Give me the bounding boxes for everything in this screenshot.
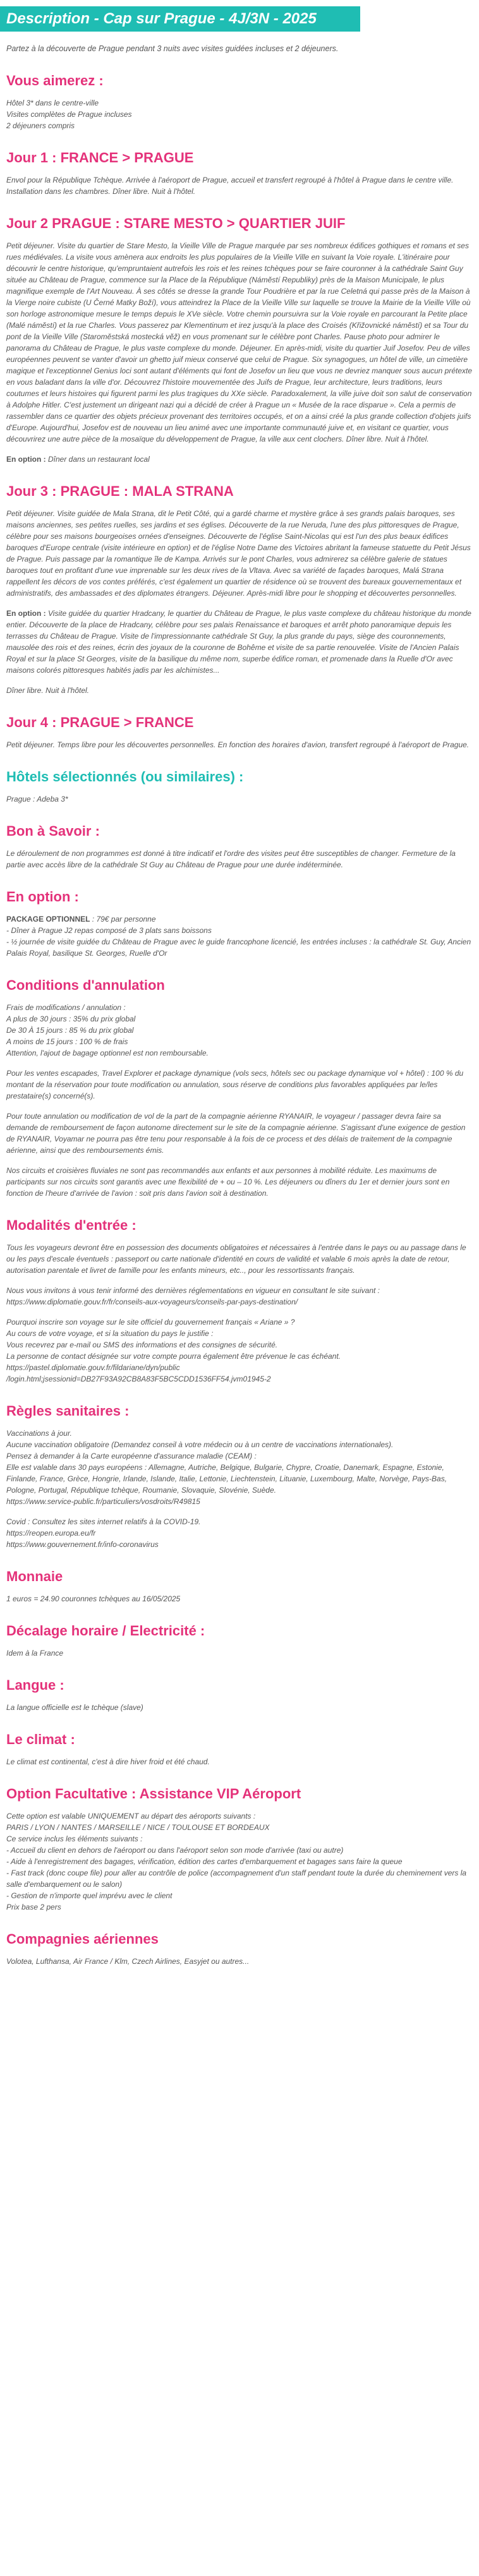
- sanitaires-heading: Règles sanitaires :: [6, 1403, 130, 1419]
- compagnies-text: Volotea, Lufthansa, Air France / Klm, Czech Airlines, Easyjet ou autres...: [6, 1957, 250, 1966]
- list-item: Cette option est valable UNIQUEMENT au départ des aéroports suivants :: [6, 1812, 256, 1821]
- assistance-heading: Option Facultative : Assistance VIP Aéroport: [6, 1786, 301, 1802]
- langue-heading: Langue :: [6, 1677, 64, 1693]
- package-label: PACKAGE OPTIONNEL: [6, 915, 90, 924]
- monnaie-text: 1 euros = 24.90 couronnes tchèques au 16/05/2025: [6, 1594, 181, 1603]
- modalites-paragraph: Nous vous invitons à vous tenir informé des dernières réglementations en vigueur en consultant le site suivant : https://www.diplomatie.gouv.fr/fr/conseils-aux-voyageurs/conseils-par-pays-destination/: [6, 1286, 380, 1306]
- en-option-heading: En option :: [6, 889, 79, 905]
- intro-text: Partez à la découverte de Prague pendant 3 nuits avec visites guidées incluses et 2 déjeuners.: [6, 44, 339, 53]
- decalage-heading: Décalage horaire / Electricité :: [6, 1623, 205, 1639]
- modalites-heading: Modalités d'entrée :: [6, 1217, 136, 1233]
- list-item: - Gestion de n'importe quel imprévu avec le client: [6, 1891, 173, 1900]
- list-item: Elle est valable dans 30 pays européens : Allemagne, Autriche, Belgique, Bulgarie, Chypre, Croatie, Danemark, Espagne, Estonie, Finlande, France, Grèce, Hongrie, Irlande, Islande, Italie, Lettonie, Liechtenstein, Lituanie, Luxembourg, Malte, Norvège, Pays-Bas, Pologne, Portugal, République tchèque, Roumanie, Slovaquie, Slovénie, Suède.: [6, 1463, 447, 1495]
- list-item: Attention, l'ajout de bagage optionnel est non remboursable.: [6, 1049, 209, 1057]
- list-item: Prix base 2 pers: [6, 1903, 61, 1911]
- list-item: De 30 À 15 jours : 85 % du prix global: [6, 1026, 134, 1035]
- list-item: Frais de modifications / annulation :: [6, 1003, 126, 1012]
- list-item: La personne de contact désignée sur votre compte pourra également être prévenue le cas échéant.: [6, 1352, 341, 1361]
- day3-closing: Dîner libre. Nuit à l'hôtel.: [6, 686, 90, 695]
- day2-option-text: Dîner dans un restaurant local: [48, 455, 150, 464]
- climat-text: Le climat est continental, c'est à dire hiver froid et été chaud.: [6, 1757, 210, 1766]
- day1-text: Envol pour la République Tchèque. Arrivée à l'aéroport de Prague, accueil et transfert regroupé à l'hôtel à Prague dans le centre ville. Installation dans les chambres. Dîner libre. Nuit à l'hôtel.: [6, 176, 454, 196]
- list-item: Vous recevrez par e-mail ou SMS des informations et des consignes de sécurité.: [6, 1340, 278, 1349]
- list-item: Ce service inclus les éléments suivants :: [6, 1834, 143, 1843]
- covid-link[interactable]: https://reopen.europa.eu/fr: [6, 1529, 96, 1538]
- annulation-heading: Conditions d'annulation: [6, 977, 165, 993]
- list-item: 2 déjeuners compris: [6, 121, 75, 130]
- langue-text: La langue officielle est le tchèque (slave): [6, 1703, 143, 1712]
- annulation-paragraph: Pour toute annulation ou modification de vol de la part de la compagnie aérienne RYANAIR, le voyageur / passager devra faire sa demande de remboursement de façon autonome directement sur le site de la compagnie aérienne. S'agissant d'une exigence de gestion de RYANAIR, Voyamar ne pourra pas être tenu pour responsable à la fois de ce process et des délais de traitement de la compagnie aérienne, ainsi que des remboursements émis.: [6, 1112, 466, 1155]
- list-item: Au cours de votre voyage, et si la situation du pays le justifie :: [6, 1329, 214, 1338]
- ariane-list: [6, 1316, 473, 1385]
- list-item: Pensez à demander à la Carte européenne d'assurance maladie (CEAM) :: [6, 1452, 257, 1460]
- page: [0, 6, 479, 1967]
- monnaie-heading: Monnaie: [6, 1568, 63, 1584]
- day2-heading: Jour 2 PRAGUE : STARE MESTO > QUARTIER JUIF: [6, 215, 346, 231]
- list-item: - ½ journée de visite guidée du Château de Prague avec le guide francophone licencié, les entrées incluses : la cathédrale St. Guy, Ancien Palais Royal, basilique St. Georges, Ruelle d'Or: [6, 937, 471, 958]
- list-item: PARIS / LYON / NANTES / MARSEILLE / NICE / TOULOUSE ET BORDEAUX: [6, 1823, 270, 1832]
- day2-option: [6, 454, 473, 465]
- day2-text: Petit déjeuner. Visite du quartier de Stare Mesto, la Vieille Ville de Prague marquée par ses nombreux édifices gothiques et romans et ses rues médiévales. La visite vous amènera aux endroits les plus populaires de la Vieille Ville en suivant la Voie royale. L'itinéraire pour découvrir le centre historique, qu'empruntaient autrefois les rois et les reines tchèques pour se faire couronner à la cathédrale Saint Guy située au Château de Prague, commence sur la Place de la République (Náměstí Republiky) près de la Maison Municipale, le plus magnifique exemple de l'Art Nouveau. À ses côtés se dresse la grande Tour Poudrière et par la rue Celetná qui passe près de la Maison à la Vierge noire cubiste (U Černé Matky Boží), vous atteindrez la Place de la Vieille Ville sur laquelle se trouve la Mairie de la Vieille Ville où son horloge astronomique mesure le temps depuis le XVe siècle. Votre chemin poursuivra sur la Voie royale en parcourant la Petite place (Malé náměstí) et la rue Charles. Vous passerez par Klementinum et irez jusqu'à la place des Croisés (Křižovnické náměstí) et sa Tour du pont de la Vieille Ville (Staroměstská mostecká věž) en vous promenant sur le célèbre pont Charles. Pause photo pour admirer le panorama du Château de Prague, le plus vaste complexe du monde. Déjeuner. En après-midi, visite du quartier Juif Josefov. Peu de villes européennes peuvent se vanter d'avoir un ghetto juif mieux conservé que celui de Prague. Six synagogues, un hôtel de ville, un cimetière magique et l'exceptionnel Genius loci sont autant d'éléments qui font de Josefov un lieu que vous ne devriez manquer sous aucun prétexte en vous baladant dans la ville d'or. Découvrez l'histoire mouvementée des Juifs de Prague, leur architecture, leurs traditions, leurs coutumes et leurs histoires qui figurent parmi les plus tragiques du XXe siècle. Paradoxalement, la ville juive doit son salut de conservation à Adolphe Hitler. C'est justement un dirigeant nazi qui a décidé de créer à Prague un « Musée de la race disparue ». Cela a permis de rassembler dans ce quartier des objets précieux provenant des territoires occupés, et on a ainsi créé la plus grande collection d'objets juifs d'Europe. Aujourd'hui, Josefov est de nouveau un lieu animé avec une importante communauté juive et, en visitant ce quartier, vous découvrirez une autre pièce de la mosaïque du développement de Prague, la ville aux cent clochers. Dîner libre. Nuit à l'hôtel.: [6, 241, 473, 443]
- modalites-paragraph: Tous les voyageurs devront être en possession des documents obligatoires et nécessaires à l'entrée dans le pays ou au passage dans le ou les pays d'escale éventuels : passeport ou carte nationale d'identité en cours de validité et valable 6 mois après la date de retour, autorisation parentale et livret de famille pour les enfants mineurs, etc.., pour les ressortissants français.: [6, 1243, 466, 1275]
- assistance-list: [6, 1810, 473, 1913]
- bon-a-savoir-text: Le déroulement de non programmes est donné à titre indicatif et l'ordre des visites peut être susceptibles de changer. Fermeture de la partie avec accès libre de la cathédrale St Guy au Château de Prague pour une durée indéterminée.: [6, 849, 456, 869]
- day3-heading: Jour 3 : PRAGUE : MALA STRANA: [6, 483, 234, 499]
- list-item: A moins de 15 jours : 100 % de frais: [6, 1037, 128, 1046]
- list-item: - Aide à l'enregistrement des bagages, vérification, édition des cartes d'embarquement et bagages sans faire la queue: [6, 1857, 403, 1866]
- decalage-text: Idem à la France: [6, 1649, 64, 1658]
- day2-option-label: En option :: [6, 455, 46, 464]
- list-item: - Accueil du client en dehors de l'aéroport ou dans l'aéroport selon son mode d'arrivée (taxi ou autre): [6, 1846, 344, 1855]
- annulation-list: [6, 1002, 473, 1059]
- bon-a-savoir-heading: Bon à Savoir :: [6, 823, 100, 839]
- day3-option-label: En option :: [6, 609, 46, 618]
- day4-text: Petit déjeuner. Temps libre pour les découvertes personnelles. En fonction des horaires d'avion, transfert regroupé à l'aéroport de Prague.: [6, 740, 470, 749]
- covid-list: [6, 1516, 473, 1550]
- vous-aimerez-list: [6, 97, 473, 131]
- ariane-link[interactable]: /login.html;jsessionid=DB27F93A92CB8A83F5BC5CDD1536FF54.jvm01945-2: [6, 1375, 271, 1383]
- content: [0, 43, 479, 1967]
- sanitaires-list: [6, 1428, 473, 1507]
- list-item: Aucune vaccination obligatoire (Demandez conseil à votre médecin ou à un centre de vaccinations internationales).: [6, 1440, 394, 1449]
- day3-option: [6, 608, 473, 676]
- day4-heading: Jour 4 : PRAGUE > FRANCE: [6, 714, 194, 730]
- hotels-heading: Hôtels sélectionnés (ou similaires) :: [6, 769, 244, 785]
- compagnies-heading: Compagnies aériennes: [6, 1931, 159, 1947]
- package-price: : 79€ par personne: [90, 915, 156, 924]
- vous-aimerez-heading: Vous aimerez :: [6, 73, 104, 88]
- list-item: Hôtel 3* dans le centre-ville: [6, 99, 99, 107]
- list-item: Vaccinations à jour.: [6, 1429, 72, 1438]
- annulation-paragraph: Nos circuits et croisières fluviales ne sont pas recommandés aux enfants et aux personnes à mobilité réduite. Les maximums de participants sur nos circuits sont garantis avec une flexibilité de + ou – 10 %. Les déjeuners ou dîners du 1er et dernier jours sont en fonction de l'heure d'arrivée de l'avion : soit pris dans l'avion soit à destination.: [6, 1166, 450, 1198]
- day3-text: Petit déjeuner. Visite guidée de Mala Strana, dit le Petit Côté, qui a gardé charme et mystère grâce à ses grands palais baroques, ses maisons anciennes, ses petites ruelles, ses jardins et ses églises. Découverte de la rue Neruda, l'une des plus pittoresques de Prague, célèbre pour ses maisons bourgeoises ornées d'enseignes. Découverte de l'église Saint-Nicolas qui est l'un des plus beaux édifices baroques d'Europe centrale (visite intérieure en option) et de l'église Notre Dame des Victoires abritant la fameuse statuette du Petit Jésus de Prague. Puis passage par la romantique île de Kampa. Arrivés sur le pont Charles, vous admirerez sa célèbre galerie de statues baroques tout en profitant d'une vue imprenable sur les deux rives de la Vltava. Avec sa variété de façades baroques, Malá Strana rappellent les décors de vos contes préférés, c'est également un quartier de résidence où se trouvent des bureaux gouvernementaux et administratifs, des ambassades et des diplomates étrangers. Déjeuner. Après-midi libre pour le shopping et découvertes personnelles.: [6, 509, 471, 598]
- day1-heading: Jour 1 : FRANCE > PRAGUE: [6, 150, 194, 166]
- en-option-list: [6, 913, 473, 959]
- list-item: Pourquoi inscrire son voyage sur le site officiel du gouvernement français « Ariane » ?: [6, 1318, 295, 1327]
- climat-heading: Le climat :: [6, 1731, 75, 1747]
- list-item: - Dîner à Prague J2 repas composé de 3 plats sans boissons: [6, 926, 212, 935]
- ceam-link[interactable]: https://www.service-public.fr/particuliers/vosdroits/R49815: [6, 1497, 200, 1506]
- list-item: - Fast track (donc coupe file) pour aller au contrôle de police (accompagnement d'un staff pendant toute la durée du cheminement vers la salle d'embarquement ou le salon): [6, 1869, 467, 1889]
- covid-link[interactable]: https://www.gouvernement.fr/info-coronavirus: [6, 1540, 159, 1549]
- list-item: Visites complètes de Prague incluses: [6, 110, 132, 119]
- ariane-link[interactable]: https://pastel.diplomatie.gouv.fr/fildariane/dyn/public: [6, 1363, 180, 1372]
- hotels-text: Prague : Adeba 3*: [6, 795, 68, 803]
- day3-option-text: Visite guidée du quartier Hradcany, le quartier du Château de Prague, le plus vaste complexe du château historique du monde entier. Découverte de la place de Hradcany, célèbre pour ses palais Renaissance et baroques et arrêt photo panoramique depuis les terrasses du Château de Prague. Visite de l'impressionnante cathédrale St Guy, la plus grande du pays, siège des couronnements, mausolée des rois et des reines, écrin des joyaux de la couronne de Bohême et visite de sa partie renouvelée. Visite de l'Ancien Palais Royal et sur la place St Georges, visite de la basilique du même nom, superbe édifice roman, et promenade dans la Ruelle d'Or avec maisons colorés pittoresques habités jadis par les alchimistes...: [6, 609, 471, 675]
- annulation-paragraph: Pour les ventes escapades, Travel Explorer et package dynamique (vols secs, hôtels sec ou package dynamique vol + hôtel) : 100 % du montant de la réservation pour toute modification ou annulation, sous réserve de conditions plus favorables appliquées par le/les prestataire(s) concerné(s).: [6, 1069, 464, 1100]
- page-title: Description - Cap sur Prague - 4J/3N - 2025: [0, 6, 360, 32]
- package-line: [6, 913, 473, 925]
- list-item: A plus de 30 jours : 35% du prix global: [6, 1014, 136, 1023]
- list-item: Covid : Consultez les sites internet relatifs à la COVID-19.: [6, 1517, 201, 1526]
